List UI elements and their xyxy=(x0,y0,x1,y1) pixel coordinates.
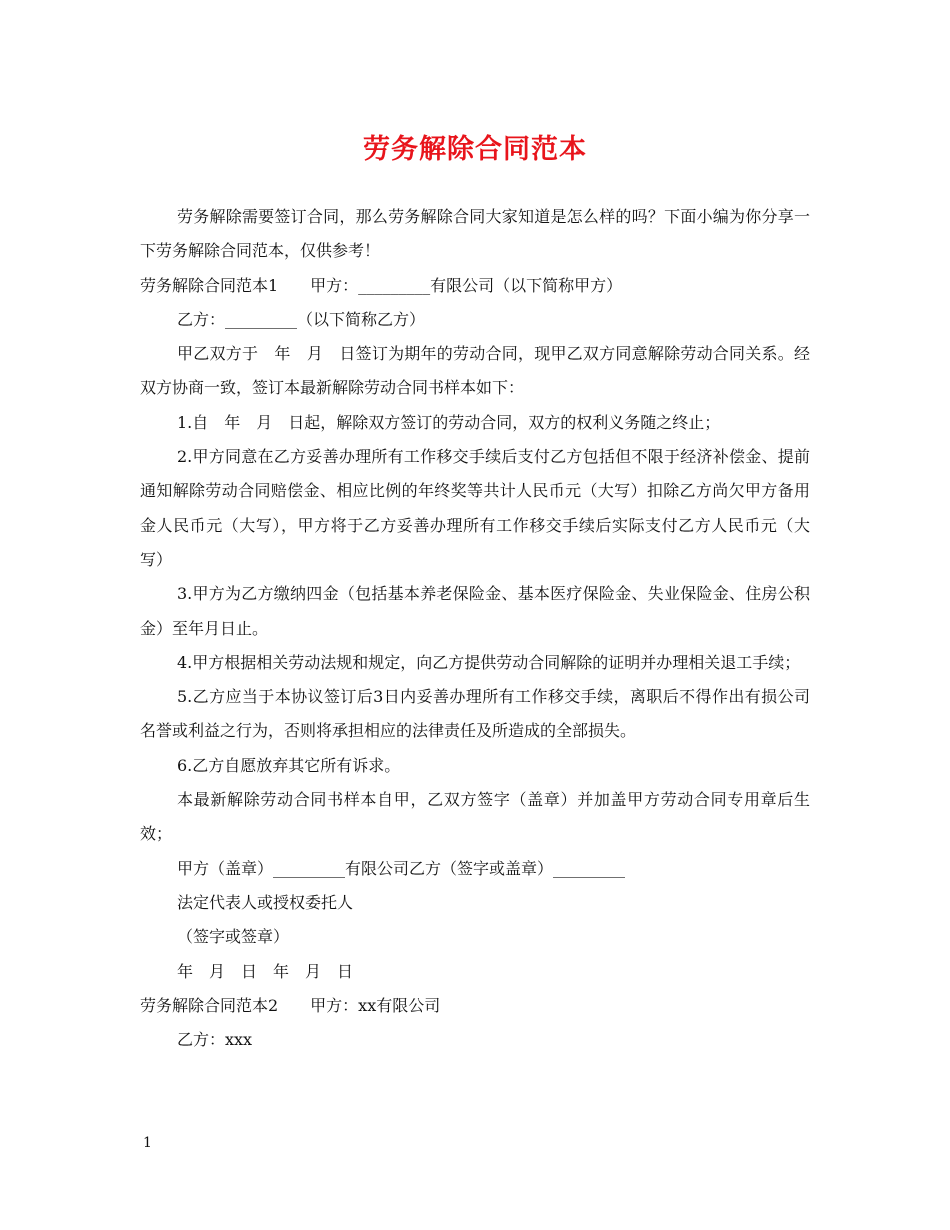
paragraph-partyb: 乙方：_________（以下简称乙方） xyxy=(177,309,426,329)
paragraph-template1-partya: 劳务解除合同范本1 甲方：_________有限公司（以下简称甲方） xyxy=(140,275,623,295)
paragraph-signature-parties: 甲方（盖章）_________有限公司乙方（签字或盖章）_________ xyxy=(177,858,626,878)
paragraph-template2-partya: 劳务解除合同范本2 甲方：xx有限公司 xyxy=(140,995,441,1015)
paragraph-template2-partyb: 乙方：xxx xyxy=(177,1030,253,1050)
paragraph-clause-6: 6.乙方自愿放弃其它所有诉求。 xyxy=(177,755,401,775)
paragraph-sign-or-seal: （签字或签章） xyxy=(177,927,290,947)
document-title: 劳务解除合同范本 xyxy=(363,134,587,165)
document-body xyxy=(140,200,810,1057)
paragraph-dates: 年 月 日 年 月 日 xyxy=(177,961,354,981)
paragraph-clause-2: 2.甲方同意在乙方妥善办理所有工作移交手续后支付乙方包括但不限于经济补偿金、提前通知解除劳动合同赔偿金、相应比例的年终奖等共计人民币元（大写）扣除乙方尚欠甲方备用金人民币元（大写），甲方将于乙方妥善办理所有工作移交手续后实际支付乙方人民币元（大写） xyxy=(140,447,810,569)
paragraph-legal-representative: 法定代表人或授权委托人 xyxy=(177,892,354,912)
paragraph-clause-4: 4.甲方根据相关劳动法规和规定，向乙方提供劳动合同解除的证明并办理相关退工手续； xyxy=(177,652,801,672)
page-number: 1 xyxy=(143,1135,152,1151)
paragraph-effective: 本最新解除劳动合同书样本自甲，乙双方签字（盖章）并加盖甲方劳动合同专用章后生效； xyxy=(140,790,810,844)
paragraph-preamble: 甲乙双方于 年 月 日签订为期年的劳动合同，现甲乙双方同意解除劳动合同关系。经双方协商一致，签订本最新解除劳动合同书样本如下： xyxy=(140,344,810,398)
paragraph-clause-5: 5.乙方应当于本协议签订后3日内妥善办理所有工作移交手续，离职后不得作出有损公司名誉或利益之行为，否则将承担相应的法律责任及所造成的全部损失。 xyxy=(140,687,810,741)
paragraph-intro: 劳务解除需要签订合同，那么劳务解除合同大家知道是怎么样的吗？下面小编为你分享一下劳务解除合同范本，仅供参考！ xyxy=(140,207,810,261)
paragraph-clause-1: 1.自 年 月 日起，解除双方签订的劳动合同，双方的权利义务随之终止； xyxy=(177,412,721,432)
paragraph-clause-3: 3.甲方为乙方缴纳四金（包括基本养老保险金、基本医疗保险金、失业保险金、住房公积金）至年月日止。 xyxy=(140,584,810,638)
